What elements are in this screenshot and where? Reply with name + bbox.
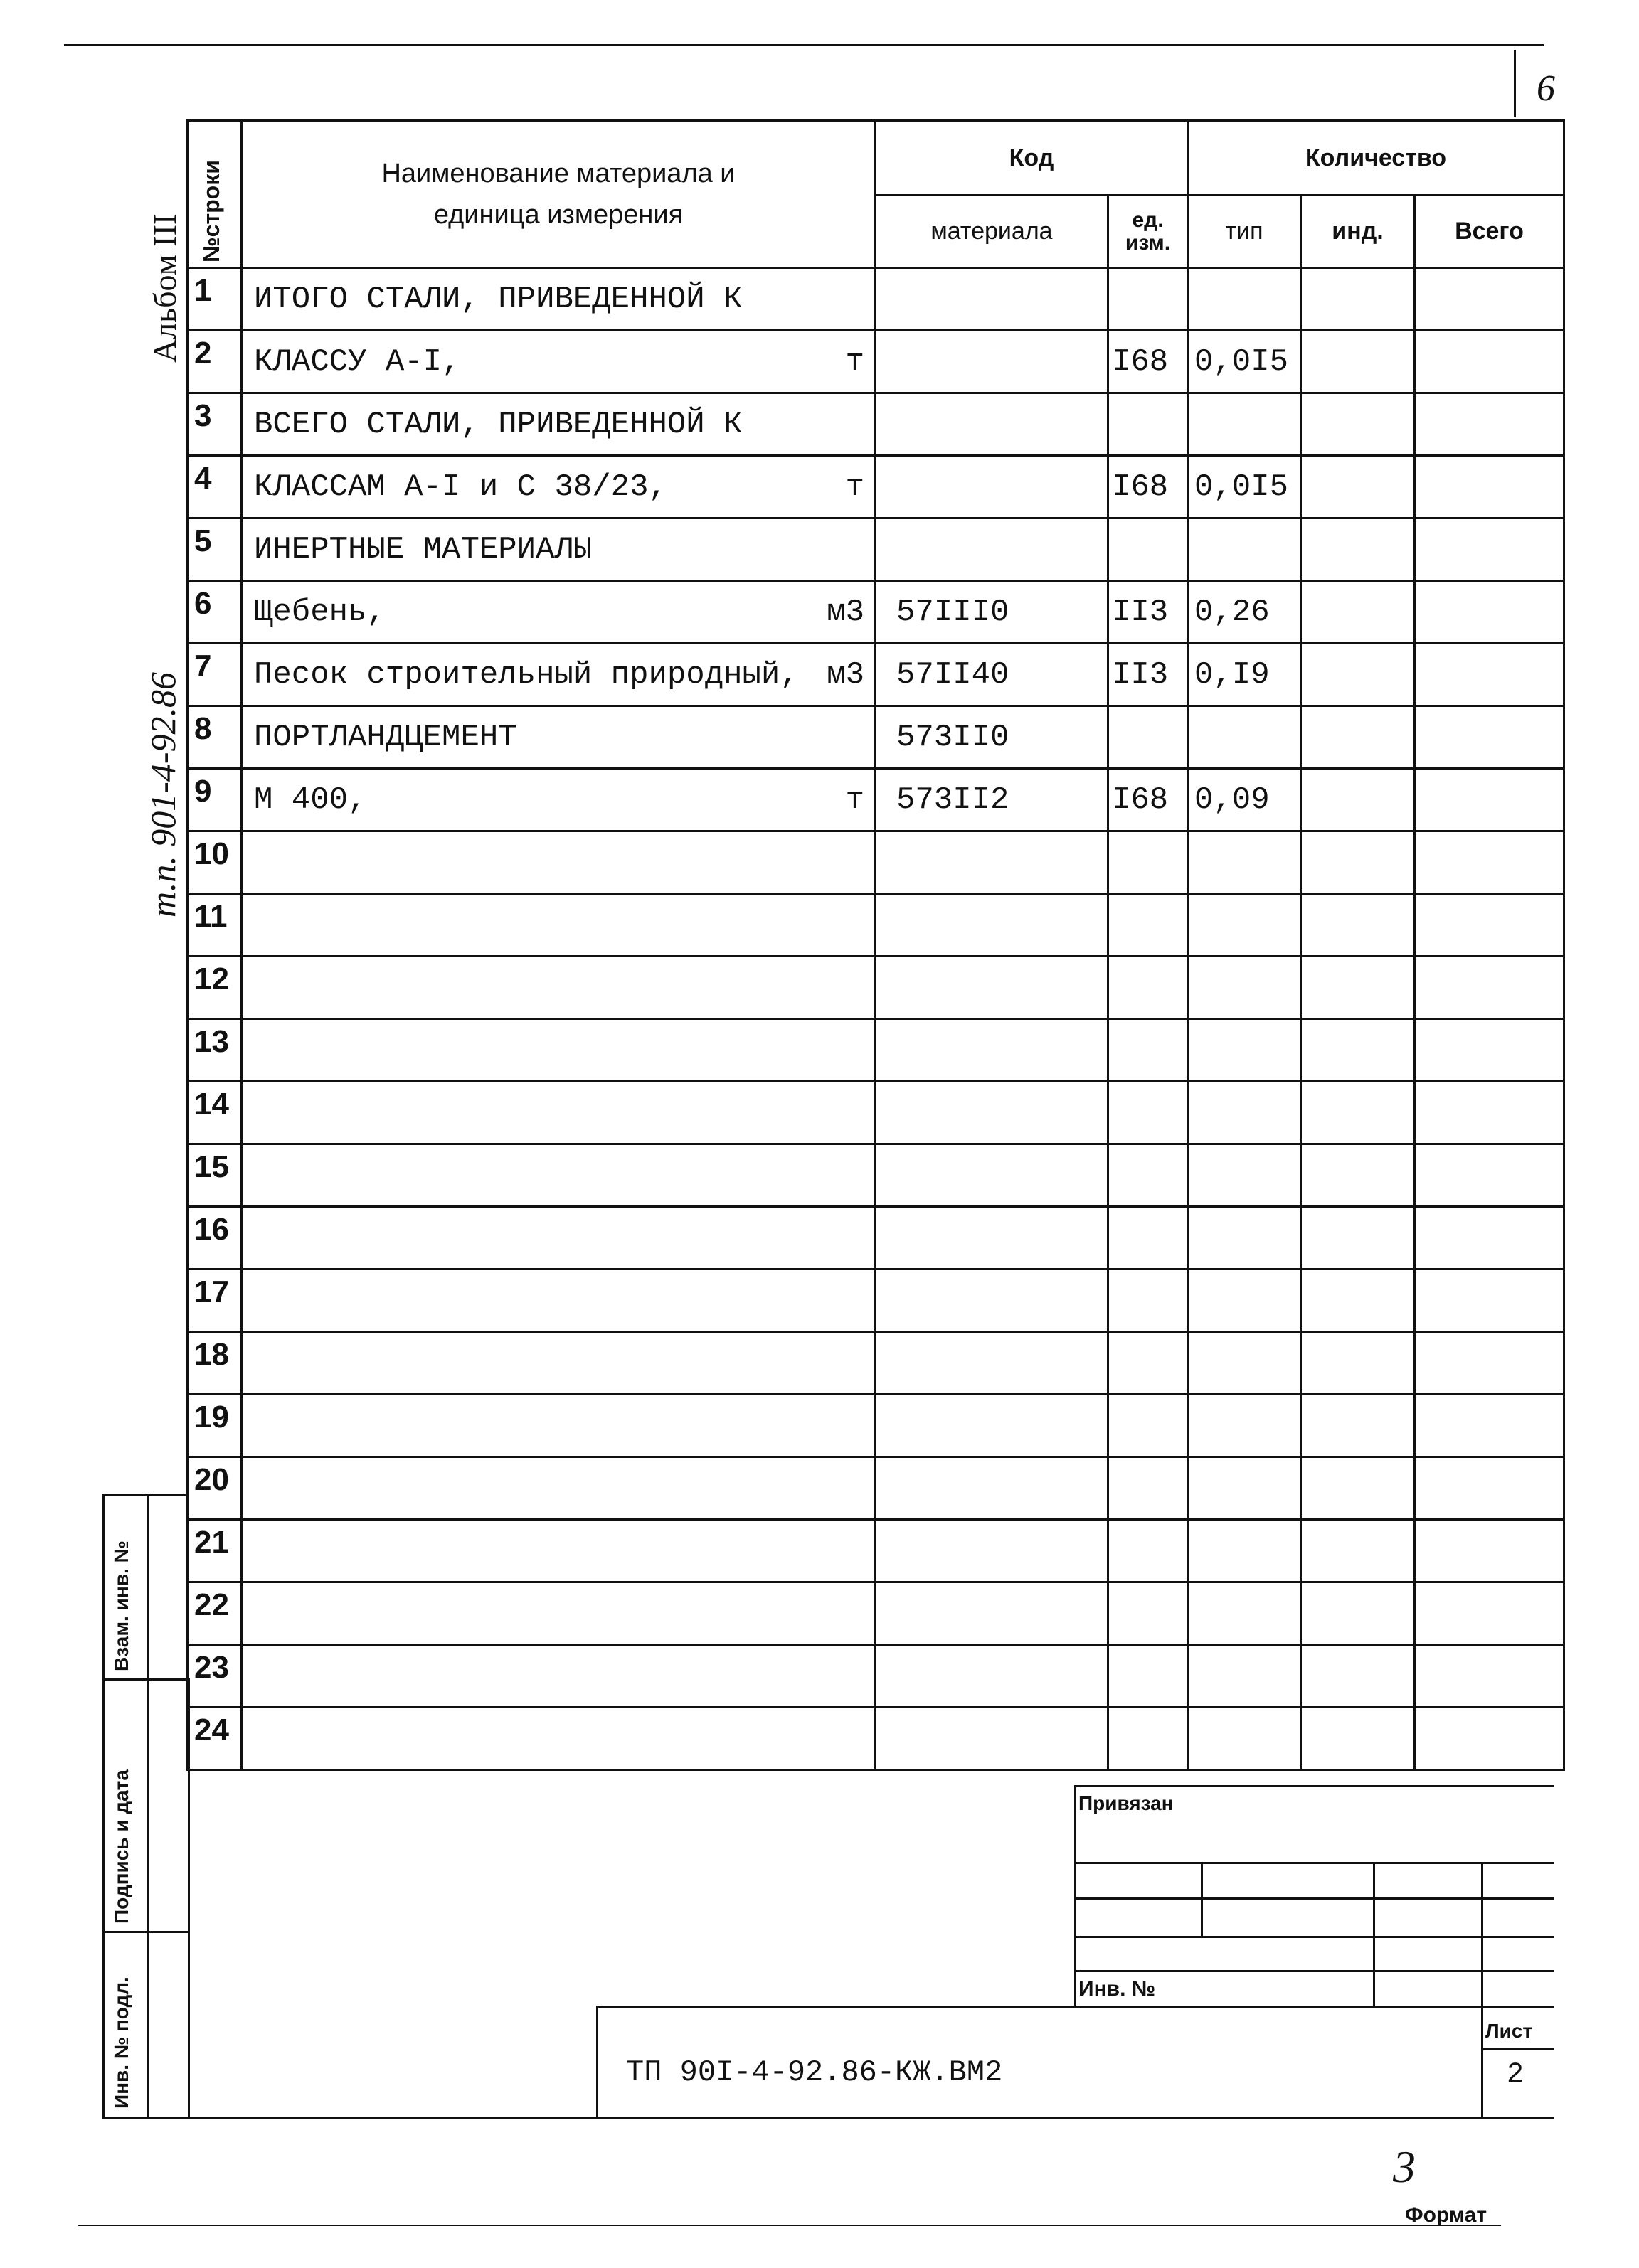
qty-ind [1301, 581, 1415, 644]
qty-total [1415, 1269, 1564, 1332]
qty-total [1415, 1332, 1564, 1395]
material-name-text: ИТОГО СТАЛИ, ПРИВЕДЕННОЙ К [254, 281, 743, 317]
material-unit-text: м3 [827, 656, 864, 693]
format-label: Формат [1405, 2203, 1487, 2227]
row-number: 12 [188, 957, 242, 1019]
inv-no-label: Инв. № [1078, 1977, 1156, 2001]
title-col-3 [1481, 1862, 1483, 2118]
table-row [188, 1520, 1564, 1582]
material-code [876, 1332, 1108, 1395]
sheet-divider [1481, 2048, 1554, 2050]
qty-type: 0,I9 [1188, 644, 1301, 706]
qty-total [1415, 706, 1564, 769]
qty-total [1415, 769, 1564, 831]
material-name [242, 456, 876, 518]
stamp-divider-2 [102, 1931, 188, 1933]
qty-type [1188, 1019, 1301, 1082]
material-name-text: Щебень, [254, 594, 386, 630]
table-row [188, 1332, 1564, 1395]
material-name [242, 1269, 876, 1332]
table-row [188, 831, 1564, 894]
qty-total [1415, 1457, 1564, 1520]
row-number: 3 [188, 393, 242, 456]
material-name [242, 393, 876, 456]
qty-type: 0,0I5 [1188, 456, 1301, 518]
material-name [242, 1019, 876, 1082]
table-row [188, 1645, 1564, 1708]
material-code [876, 1269, 1108, 1332]
stamp-top [102, 1494, 188, 1496]
material-unit-text: т [845, 344, 864, 380]
code-header: Код [876, 121, 1188, 196]
qty-type-header: тип [1188, 196, 1301, 268]
album-label: Альбом III [147, 213, 183, 363]
table-row [188, 706, 1564, 769]
document-code: ТП 90I-4-92.86-КЖ.ВМ2 [626, 2055, 1003, 2089]
unit-code: II3 [1108, 581, 1188, 644]
unit-code: I68 [1108, 769, 1188, 831]
material-code [876, 1207, 1108, 1269]
qty-type: 0,0I5 [1188, 331, 1301, 393]
row-number: 17 [188, 1269, 242, 1332]
material-code [876, 1645, 1108, 1708]
qty-type [1188, 518, 1301, 581]
qty-type [1188, 957, 1301, 1019]
table-row [188, 518, 1564, 581]
qty-type [1188, 268, 1301, 331]
material-name-text: М 400, [254, 782, 367, 818]
handwritten-number: 3 [1393, 2141, 1416, 2192]
row-number: 16 [188, 1207, 242, 1269]
material-code: 573II2 [876, 769, 1108, 831]
unit-code: I68 [1108, 456, 1188, 518]
table-row [188, 331, 1564, 393]
row-number: 20 [188, 1457, 242, 1520]
material-name [242, 831, 876, 894]
title-col-1 [1201, 1862, 1203, 1936]
qty-ind [1301, 831, 1415, 894]
material-code [876, 1019, 1108, 1082]
qty-ind [1301, 331, 1415, 393]
unit-code [1108, 1457, 1188, 1520]
qty-ind [1301, 1144, 1415, 1207]
qty-total [1415, 456, 1564, 518]
qty-ind [1301, 706, 1415, 769]
unit-code [1108, 1269, 1188, 1332]
qty-type: 0,26 [1188, 581, 1301, 644]
table-row [188, 1582, 1564, 1645]
unit-code [1108, 1332, 1188, 1395]
qty-total [1415, 268, 1564, 331]
qty-total [1415, 393, 1564, 456]
material-code [876, 1520, 1108, 1582]
frame-left [188, 1678, 190, 2118]
qty-type [1188, 1269, 1301, 1332]
row-number: 15 [188, 1144, 242, 1207]
table-row [188, 957, 1564, 1019]
qty-total [1415, 1645, 1564, 1708]
title-col-2 [1373, 1862, 1375, 2006]
qty-ind [1301, 1708, 1415, 1770]
material-name [242, 331, 876, 393]
material-name [242, 1144, 876, 1207]
qty-type: 0,09 [1188, 769, 1301, 831]
qty-ind [1301, 1269, 1415, 1332]
qty-ind [1301, 1019, 1415, 1082]
row-number: 5 [188, 518, 242, 581]
qty-ind [1301, 1645, 1415, 1708]
qty-total [1415, 1082, 1564, 1144]
qty-type [1188, 1395, 1301, 1457]
qty-ind [1301, 957, 1415, 1019]
table-row [188, 393, 1564, 456]
material-name-text: ВСЕГО СТАЛИ, ПРИВЕДЕННОЙ К [254, 406, 743, 442]
material-code [876, 331, 1108, 393]
material-code [876, 831, 1108, 894]
material-name-text: Песок строительный природный, [254, 656, 799, 693]
unit-code [1108, 831, 1188, 894]
qty-ind [1301, 1457, 1415, 1520]
row-number: 1 [188, 268, 242, 331]
table-row [188, 1395, 1564, 1457]
row-number: 13 [188, 1019, 242, 1082]
qty-ind [1301, 1207, 1415, 1269]
qty-ind [1301, 518, 1415, 581]
qty-total [1415, 1708, 1564, 1770]
stamp-divider-1 [102, 1678, 188, 1681]
top-edge-line [64, 44, 1544, 46]
stamp-inner-line [147, 1494, 149, 2118]
quantity-header: Количество [1188, 121, 1564, 196]
title-left [1074, 1785, 1076, 2006]
sheet-number: 2 [1507, 2059, 1524, 2091]
table-row [188, 1269, 1564, 1332]
material-code [876, 1708, 1108, 1770]
material-name [242, 957, 876, 1019]
unit-code [1108, 268, 1188, 331]
unit-code: I68 [1108, 331, 1188, 393]
row-number: 21 [188, 1520, 242, 1582]
sheet-label: Лист [1485, 2020, 1533, 2042]
project-code-side: т.п. 901-4-92.86 [143, 671, 183, 917]
table-row [188, 1019, 1564, 1082]
doc-block-top [596, 2006, 1554, 2008]
unit-code [1108, 1019, 1188, 1082]
privyazan-label: Привязан [1078, 1792, 1174, 1814]
qty-type [1188, 831, 1301, 894]
unit-code [1108, 706, 1188, 769]
table-row [188, 1708, 1564, 1770]
row-number: 6 [188, 581, 242, 644]
material-name [242, 1395, 876, 1457]
material-unit-text: т [845, 469, 864, 505]
row-number-header: №строки [188, 121, 242, 268]
qty-type [1188, 1332, 1301, 1395]
table-row [188, 1457, 1564, 1520]
stamp-podpis-label: Подпись и дата [110, 1769, 132, 1924]
table-row [188, 1144, 1564, 1207]
qty-total [1415, 1520, 1564, 1582]
material-name [242, 1457, 876, 1520]
row-number: 7 [188, 644, 242, 706]
material-code [876, 268, 1108, 331]
stamp-vzam-label: Взам. инв. № [110, 1540, 132, 1671]
unit-code [1108, 894, 1188, 957]
qty-total [1415, 957, 1564, 1019]
materials-table [186, 119, 1565, 1771]
material-code [876, 456, 1108, 518]
unit-code [1108, 1082, 1188, 1144]
unit-code [1108, 393, 1188, 456]
material-unit-text: м3 [827, 594, 864, 630]
material-name [242, 581, 876, 644]
unit-code [1108, 518, 1188, 581]
stamp-inv-label: Инв. № подл. [110, 1976, 132, 2109]
qty-ind [1301, 456, 1415, 518]
qty-ind [1301, 1582, 1415, 1645]
qty-total [1415, 331, 1564, 393]
table-row [188, 456, 1564, 518]
qty-total-header: Всего [1415, 196, 1564, 268]
qty-ind [1301, 1082, 1415, 1144]
table-row [188, 1082, 1564, 1144]
material-name-text: ПОРТЛАНДЦЕМЕНТ [254, 719, 517, 755]
doc-block-left [596, 2006, 598, 2118]
unit-code [1108, 1395, 1188, 1457]
unit-code [1108, 1144, 1188, 1207]
qty-total [1415, 644, 1564, 706]
name-header: Наименование материала и единица измерения [242, 121, 876, 268]
qty-type [1188, 1457, 1301, 1520]
table-row [188, 769, 1564, 831]
material-name-text: КЛАССУ А-I, [254, 344, 461, 380]
qty-ind [1301, 268, 1415, 331]
qty-total [1415, 1395, 1564, 1457]
row-number: 10 [188, 831, 242, 894]
qty-total [1415, 1019, 1564, 1082]
qty-type [1188, 1645, 1301, 1708]
material-code [876, 957, 1108, 1019]
material-name [242, 1520, 876, 1582]
material-code [876, 393, 1108, 456]
code-material-header: материала [876, 196, 1108, 268]
qty-type [1188, 1708, 1301, 1770]
material-name [242, 518, 876, 581]
table-row [188, 268, 1564, 331]
material-code [876, 518, 1108, 581]
row-number: 24 [188, 1708, 242, 1770]
corner-divider [1514, 50, 1516, 117]
stamp-outer-left [102, 1494, 105, 2118]
qty-total [1415, 1144, 1564, 1207]
material-code [876, 1395, 1108, 1457]
qty-ind [1301, 393, 1415, 456]
row-number: 8 [188, 706, 242, 769]
material-name [242, 1207, 876, 1269]
qty-ind [1301, 894, 1415, 957]
qty-total [1415, 831, 1564, 894]
qty-ind [1301, 1395, 1415, 1457]
material-name [242, 1332, 876, 1395]
row-number: 19 [188, 1395, 242, 1457]
table-row [188, 894, 1564, 957]
qty-type [1188, 706, 1301, 769]
row-number: 11 [188, 894, 242, 957]
material-name [242, 1708, 876, 1770]
qty-type [1188, 1207, 1301, 1269]
unit-code [1108, 1520, 1188, 1582]
material-name [242, 769, 876, 831]
material-code [876, 894, 1108, 957]
table-row [188, 581, 1564, 644]
qty-ind [1301, 769, 1415, 831]
qty-total [1415, 894, 1564, 957]
qty-total [1415, 581, 1564, 644]
material-name [242, 644, 876, 706]
qty-total [1415, 1207, 1564, 1269]
row-number: 4 [188, 456, 242, 518]
material-code [876, 1144, 1108, 1207]
unit-code [1108, 1582, 1188, 1645]
material-code: 573II0 [876, 706, 1108, 769]
material-name-text: КЛАССАМ А-I и С 38/23, [254, 469, 667, 505]
material-unit-text: т [845, 782, 864, 818]
qty-ind [1301, 644, 1415, 706]
qty-total [1415, 1582, 1564, 1645]
row-number: 9 [188, 769, 242, 831]
qty-type [1188, 1520, 1301, 1582]
code-unit-header: ед. изм. [1108, 196, 1188, 268]
qty-ind [1301, 1332, 1415, 1395]
unit-code [1108, 1207, 1188, 1269]
unit-code [1108, 1645, 1188, 1708]
material-name [242, 268, 876, 331]
page-number-corner: 6 [1537, 68, 1555, 109]
qty-type [1188, 1144, 1301, 1207]
material-name [242, 1082, 876, 1144]
qty-total [1415, 518, 1564, 581]
bottom-edge-line [78, 2225, 1501, 2226]
material-code [876, 1082, 1108, 1144]
row-number: 2 [188, 331, 242, 393]
material-name [242, 894, 876, 957]
material-name [242, 1645, 876, 1708]
qty-type [1188, 1082, 1301, 1144]
material-code [876, 1457, 1108, 1520]
unit-code [1108, 1708, 1188, 1770]
row-number: 22 [188, 1582, 242, 1645]
row-number: 23 [188, 1645, 242, 1708]
qty-type [1188, 1582, 1301, 1645]
material-code [876, 1582, 1108, 1645]
table-row [188, 644, 1564, 706]
unit-code: II3 [1108, 644, 1188, 706]
frame-bottom [102, 2117, 1554, 2119]
material-name [242, 706, 876, 769]
table-row [188, 1207, 1564, 1269]
row-number: 18 [188, 1332, 242, 1395]
title-top [1074, 1785, 1554, 1787]
material-name-text: ИНЕРТНЫЕ МАТЕРИАЛЫ [254, 531, 593, 568]
material-code: 57III0 [876, 581, 1108, 644]
qty-ind-header: инд. [1301, 196, 1415, 268]
material-name [242, 1582, 876, 1645]
qty-type [1188, 393, 1301, 456]
qty-ind [1301, 1520, 1415, 1582]
qty-type [1188, 894, 1301, 957]
material-code: 57II40 [876, 644, 1108, 706]
row-number: 14 [188, 1082, 242, 1144]
unit-code [1108, 957, 1188, 1019]
